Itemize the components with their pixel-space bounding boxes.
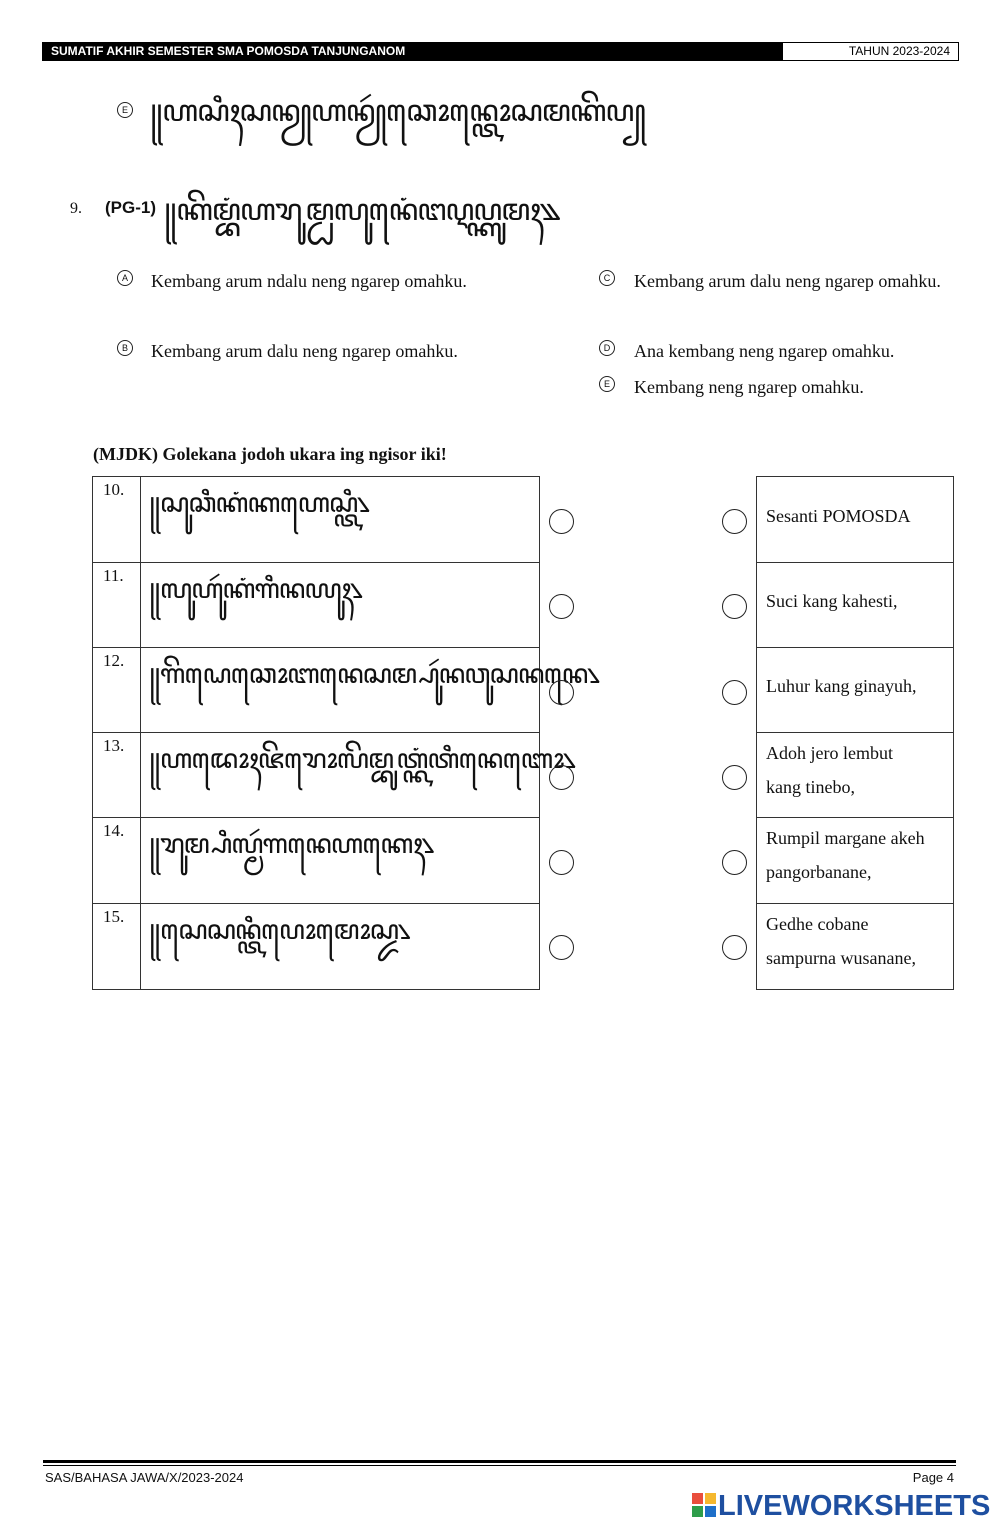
footer-rule [43, 1460, 956, 1463]
match-dot-right[interactable] [722, 594, 747, 619]
match-dot-left[interactable] [549, 680, 574, 705]
q9-javanese-text: ꧋ꦏꦼꦩ꧀ꦧꦁꦲꦫꦸꦩ꧀ꦝꦭꦸꦤꦺꦁꦔꦉꦥ꧀ꦏꦸꦩꦃ꧉ [164, 193, 560, 228]
footer-course: SAS/BAHASA JAWA/X/2023-2024 [45, 1470, 244, 1485]
row-number-cell [92, 476, 141, 563]
question-table [92, 476, 600, 990]
answer-cell [756, 817, 954, 904]
option-circle-e[interactable]: E [117, 102, 133, 118]
page-number: Page 4 [912, 1470, 954, 1485]
answer-table [756, 476, 954, 990]
answer-cell [756, 647, 954, 733]
row-number-cell [92, 562, 141, 648]
option-a-text: Kembang arum ndalu neng ngarep omahku. [151, 271, 467, 291]
option-circle-b[interactable]: B [117, 340, 133, 356]
row-number: 10. [103, 480, 125, 499]
match-dot-right[interactable] [722, 680, 747, 705]
answer-cell [756, 476, 954, 563]
q8-option-e-javanese: ꧋ꦲꦱꦶꦃꦱꦤꦾꦲꦤꦾꦂꦕꦺꦴꦤ꧀ꦠꦺꦴꦱꦩꦏꦼꦥ꧀ [150, 94, 645, 129]
row-number-cell [92, 647, 141, 733]
row-number: 15. [103, 907, 125, 926]
row-number: 12. [103, 651, 125, 670]
option-circle-e[interactable]: E [599, 376, 615, 392]
answer-text: Luhur kang ginayuh, [766, 676, 917, 696]
answer-text: Suci kang kahesti, [766, 591, 898, 611]
answer-text: Rumpil margane akeh pangorbanane, [766, 828, 925, 882]
option-e-text: Kembang neng ngarep omahku. [634, 377, 864, 397]
row-number-cell [92, 732, 141, 818]
javanese-sentence: ꧋ꦱꦺꦱꦤ꧀ꦠꦶꦥꦺꦴꦩꦺꦴꦱ꧀ꦢ꧈ [149, 915, 410, 946]
matching-instruction: (MJDK) Golekana jodoh ukara ing ngisor iki! [93, 444, 447, 464]
question-cell [140, 476, 540, 563]
javanese-sentence: ꧋ꦲꦢꦺꦴꦃꦗꦼꦫꦺꦴꦭꦼꦩ꧀ꦧꦸꦠ꧀ꦏꦁꦠꦶꦤꦺꦧꦺꦴ꧈ [149, 744, 575, 775]
match-dot-left[interactable] [549, 765, 574, 790]
match-dot-right[interactable] [722, 765, 747, 790]
option-circle-d[interactable]: D [599, 340, 615, 356]
answer-cell [756, 732, 954, 818]
answer-text: Gedhe cobane sampurna wusanane, [766, 914, 916, 968]
liveworksheets-logo-icon [692, 1493, 716, 1517]
option-circle-a[interactable]: A [117, 270, 133, 286]
match-dot-right[interactable] [722, 935, 747, 960]
javanese-sentence: ꧋ꦱꦸꦕꦶꦏꦁꦏꦲꦺꦱ꧀ꦠꦶ꧈ [149, 488, 369, 519]
javanese-sentence: ꧋ꦫꦸꦩ꧀ꦥꦶꦭ꧀ꦩꦂꦒꦤꦺꦲꦏꦺꦃ꧈ [149, 829, 434, 860]
option-b-text: Kembang arum dalu neng ngarep omahku. [151, 341, 458, 361]
question-number: 9. [70, 200, 82, 217]
answer-text: Adoh jero lembut kang tinebo, [766, 743, 893, 797]
brand-name: LIVEWORKSHEETS [718, 1490, 991, 1522]
option-d-text: Ana kembang neng ngarep omahku. [634, 341, 895, 361]
javanese-sentence: ꧋ꦒꦼꦝꦺꦕꦺꦴꦧꦤꦺꦱꦩ꧀ꦥꦸꦂꦤꦮꦸꦱꦤꦤꦺ꧈ [149, 659, 600, 690]
row-number: 11. [103, 566, 124, 585]
match-dot-right[interactable] [722, 509, 747, 534]
question-cell [140, 562, 540, 648]
match-dot-left[interactable] [549, 850, 574, 875]
row-number-cell [92, 817, 141, 904]
page-header [42, 42, 959, 61]
answer-cell [756, 903, 954, 990]
match-dot-left[interactable] [549, 935, 574, 960]
question-cell [140, 732, 575, 818]
question-code: (PG-1) [105, 198, 156, 217]
header-title: SUMATIF AKHIR SEMESTER SMA POMOSDA TANJUNGANOM [43, 43, 783, 60]
question-cell [140, 647, 600, 733]
match-dot-left[interactable] [549, 594, 574, 619]
option-circle-c[interactable]: C [599, 270, 615, 286]
answer-cell [756, 562, 954, 648]
question-cell [140, 817, 540, 904]
row-number-cell [92, 903, 141, 990]
answer-text: Sesanti POMOSDA [766, 506, 911, 526]
question-cell [140, 903, 540, 990]
footer-rule [43, 1465, 956, 1466]
header-year: TAHUN 2023-2024 [848, 44, 950, 58]
match-dot-right[interactable] [722, 850, 747, 875]
match-dot-left[interactable] [549, 509, 574, 534]
row-number: 14. [103, 821, 125, 840]
option-c-text: Kembang arum dalu neng ngarep omahku. [634, 271, 941, 291]
row-number: 13. [103, 736, 125, 755]
javanese-sentence: ꧋ꦭꦸꦲꦸꦂꦏꦁꦒꦶꦤꦪꦸꦃ꧈ [149, 574, 362, 605]
